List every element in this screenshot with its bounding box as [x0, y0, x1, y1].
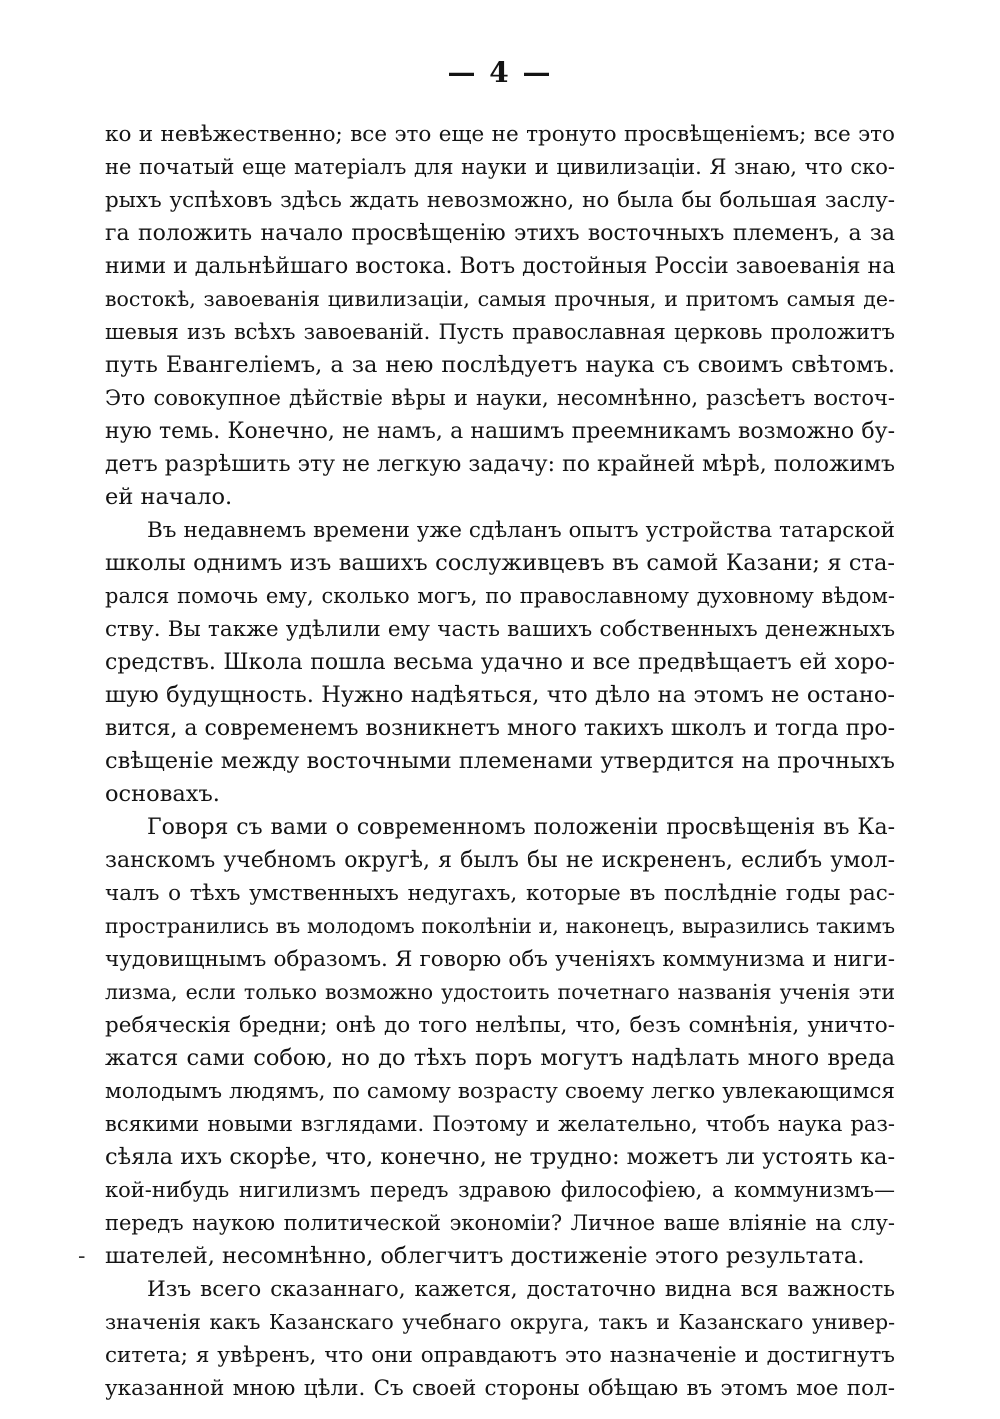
text-line: всякими новыми взглядами. Поэтому и желательно, чтобъ наука раз- — [105, 1112, 895, 1136]
text-line: значенія какъ Казанскаго учебнаго округа, такъ и Казанскаго универ- — [105, 1310, 895, 1334]
text-line: кой-нибудь нигилизмъ передъ здравою философіею, а коммунизмъ— — [105, 1178, 895, 1202]
paragraph-3 — [105, 811, 895, 1273]
page-number: — 4 — — [447, 56, 553, 89]
text-line: пространились въ молодомъ поколѣніи и, наконецъ, выразились такимъ — [105, 914, 895, 938]
text-line: ко и невѣжественно; все это еще не тронуто просвѣщеніемъ; все это — [105, 122, 895, 147]
text-line: шевыя изъ всѣхъ завоеваній. Пусть православная церковь проложитъ — [105, 320, 895, 344]
text-line: чудовищнымъ образомъ. Я говорю объ ученіяхъ коммунизма и ниги- — [105, 947, 895, 972]
text-line: Это совокупное дѣйствіе вѣры и науки, несомнѣнно, разсѣетъ восточ- — [105, 386, 895, 410]
text-line: ними и дальнѣйшаго востока. Вотъ достойныя Россіи завоеванія на — [105, 254, 895, 279]
text-line: детъ разрѣшить эту не легкую задачу: по крайней мѣрѣ, положимъ — [105, 452, 895, 477]
text-line: Говоря съ вами о современномъ положеніи просвѣщенія въ Ка- — [147, 815, 895, 840]
text-line: школы однимъ изъ вашихъ сослуживцевъ въ самой Казани; я ста- — [105, 550, 895, 576]
text-line: шателей, несомнѣнно, облегчитъ достиженіе этого результата. — [105, 1243, 865, 1269]
text-line: средствъ. Школа пошла весьма удачно и все предвѣщаетъ ей хоро- — [105, 650, 895, 675]
text-line: ребяческія бредни; онѣ до того нелѣпы, что, безъ сомнѣнія, уничто- — [105, 1013, 895, 1038]
text-line: рыхъ успѣховъ здѣсь ждать невозможно, но была бы большая заслу- — [105, 188, 895, 213]
text-line: указанной мною цѣли. Съ своей стороны обѣщаю въ этомъ мое пол- — [105, 1376, 895, 1401]
text-line: путь Евангеліемъ, а за нею послѣдуетъ наука съ своимъ свѣтомъ. — [105, 352, 895, 378]
text-line: сѣяла ихъ скорѣе, что, конечно, не трудно: можетъ ли устоять ка- — [105, 1144, 895, 1170]
body-text — [105, 118, 895, 1405]
text-line: передъ наукою политической экономіи? Личное ваше вліяніе на слу- — [105, 1211, 895, 1235]
text-line: ей начало. — [105, 484, 233, 510]
text-line: Изъ всего сказаннаго, кажется, достаточно видна вся важность — [147, 1277, 895, 1302]
text-line: вится, а современемъ возникнетъ много такихъ школъ и тогда про- — [105, 716, 895, 741]
text-line: жатся сами собою, но до тѣхъ поръ могутъ надѣлать много вреда — [105, 1045, 895, 1071]
text-line: занскомъ учебномъ округѣ, я былъ бы не искрененъ, еслибъ умол- — [105, 848, 895, 873]
text-line: свѣщеніе между восточными племенами утвердится на прочныхъ — [105, 748, 895, 774]
text-line: ситета; я увѣренъ, что они оправдаютъ это назначеніе и достигнутъ — [105, 1343, 895, 1368]
text-line: шую будущность. Нужно надѣяться, что дѣло на этомъ не остано- — [105, 682, 895, 708]
text-line: чалъ о тѣхъ умственныхъ недугахъ, которые въ послѣдніе годы рас- — [105, 881, 895, 906]
text-line: лизма, если только возможно удостоить почетнаго названія ученія эти — [105, 980, 895, 1004]
margin-mark: - — [78, 1244, 86, 1269]
text-line: основахъ. — [105, 781, 220, 807]
text-line: га положить начало просвѣщенію этихъ восточныхъ племенъ, а за — [105, 221, 895, 246]
paragraph-4 — [105, 1273, 895, 1405]
text-line: Въ недавнемъ времени уже сдѣланъ опытъ устройства татарской — [147, 518, 895, 543]
paragraph-2 — [105, 514, 895, 811]
text-line: рался помочь ему, сколько могъ, по православному духовному вѣдом- — [105, 584, 895, 608]
text-line: ству. Вы также удѣлили ему часть вашихъ собственныхъ денежныхъ — [105, 617, 895, 642]
paragraph-1 — [105, 118, 895, 514]
text-line: молодымъ людямъ, по самому возрасту своему легко увлекающимся — [105, 1079, 895, 1104]
text-line: не початый еще матеріалъ для науки и цивилизаціи. Я знаю, что ско- — [105, 155, 895, 179]
text-line: ную темь. Конечно, не намъ, а нашимъ преемникамъ возможно бу- — [105, 419, 895, 444]
text-line: востокѣ, завоеванія цивилизаціи, самыя прочныя, и притомъ самыя де- — [105, 287, 895, 311]
